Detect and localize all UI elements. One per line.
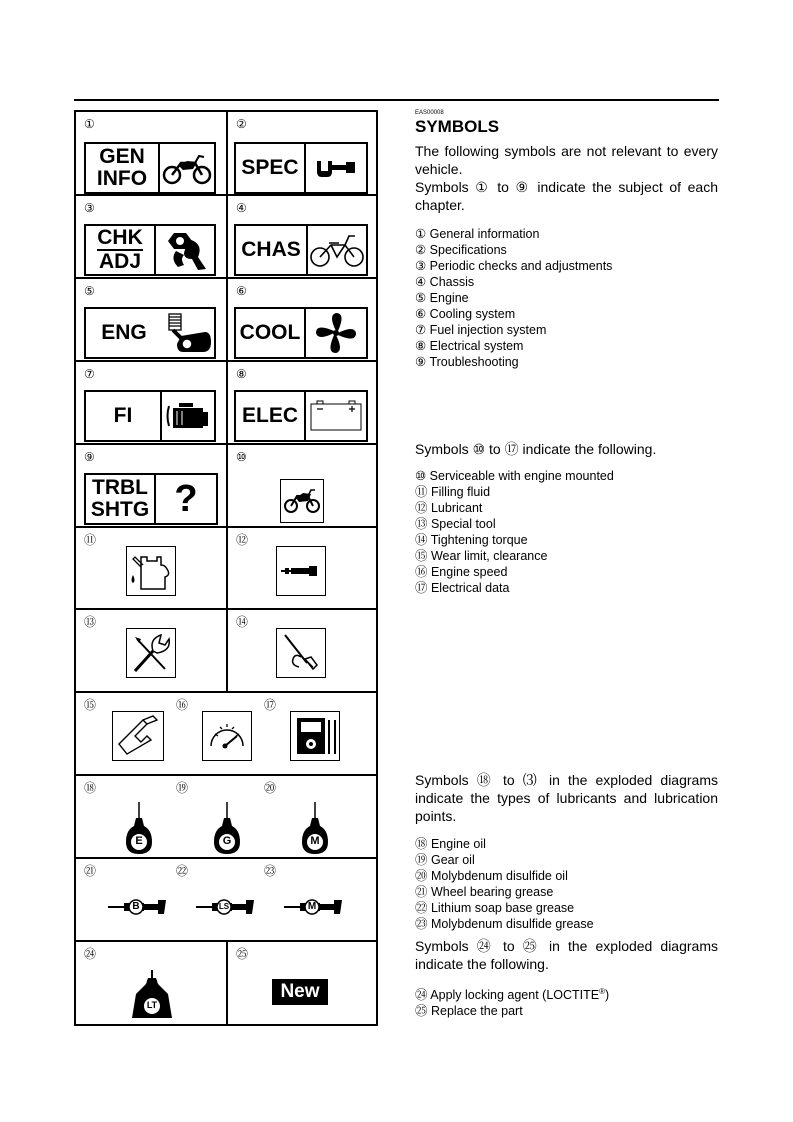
symbol-cell-3 [76,196,228,277]
document-code: EAS00008 [415,110,444,116]
symbol-row [76,693,376,776]
list-item: ㉒ Lithium soap base grease [415,901,575,915]
symbol-cell-5 [76,279,228,360]
list-item: ⑦ Fuel injection system [415,323,547,337]
engine-mounted-icon [280,479,324,523]
list-item-text: ) [605,988,610,1003]
list-item: ⑮ Wear limit, clearance [415,549,548,563]
symbol-number: ⑭ [236,615,249,629]
symbol-number: ⑮ [84,698,97,712]
symbol-number: ③ [84,201,95,215]
symbol-cell-10 [228,445,376,526]
torque-wrench-icon [276,628,326,678]
symbol-label: ENG [101,321,147,344]
intro-text: The following symbols are not relevant to every vehicle. [415,143,718,177]
symbol-cell-18-20 [76,776,376,857]
symbol-table [74,110,378,1026]
symbol-row [76,859,376,942]
chassis-frame-icon [308,226,366,274]
list-item-text: ㉔ Apply locking agent (LOCTITE [415,988,600,1003]
symbol-row [76,112,376,196]
symbol-label: SPEC [241,156,299,179]
question-mark-icon: ? [174,477,198,520]
symbol-cell-25 [228,942,376,1024]
following-intro: Symbols ⑩ to ⑰ indicate the following. [415,441,657,457]
wrench-nut-icon [156,226,214,274]
page-title: SYMBOLS [415,117,500,136]
chapters-intro-text: Symbols ① to ⑨ indicate the subject of each chapter. [415,179,718,213]
symbol-label: COOL [239,321,301,344]
list-item: ⑬ Special tool [415,517,496,531]
symbol-number: ㉓ [264,864,277,878]
symbol-number: ⑫ [236,533,249,547]
symbol-row [76,362,376,445]
symbol-cell-15-17 [76,693,376,774]
final-intro: Symbols ㉔ to ㉕ in the exploded diagrams indicate the following. [415,938,718,972]
list-item: ⑧ Electrical system [415,339,524,353]
symbol-cell-11 [76,528,228,608]
list-item: ㉕ Replace the part [415,1004,523,1019]
symbol-label: CHK [97,226,143,249]
symbol-label: ELEC [241,404,298,427]
symbol-number: ① [84,117,95,131]
list-item [415,984,718,1003]
symbol-label: GEN [99,145,145,168]
locking-agent-label: LT [146,1000,158,1010]
symbol-number: ⑥ [236,284,247,298]
tachometer-icon [202,711,252,761]
symbol-label: SHTG [90,498,150,521]
symbol-row [76,610,376,693]
symbol-number: ⑳ [264,781,277,795]
symbol-cell-2 [228,112,376,194]
locking-agent-icon [128,968,176,1020]
symbol-cell-13 [76,610,228,691]
symbol-label: CHAS [241,238,301,261]
symbol-number: ⑯ [176,698,189,712]
symbol-number: ⑦ [84,367,95,381]
symbol-label: FI [113,404,133,427]
grease-gun-icon [276,546,326,596]
final-list [415,984,718,1019]
symbol-cell-7 [76,362,228,443]
symbol-number: ⑪ [84,533,97,547]
symbol-number: ⑱ [84,781,97,795]
symbol-cell-14 [228,610,376,691]
list-item: ⑫ Lubricant [415,501,483,515]
moly-grease-icon [282,897,346,917]
intro-paragraph [415,142,718,214]
grease-type-label: M [307,901,317,912]
list-item: ⑤ Engine [415,291,469,305]
fi-symbol [84,390,216,442]
symbol-number: ㉑ [84,864,97,878]
oil-type-label: E [135,835,143,847]
chapter-list [415,226,718,370]
gen-info-symbol [84,142,216,194]
symbol-number: ⑰ [264,698,277,712]
symbol-number: ⑨ [84,450,95,464]
list-item: ④ Chassis [415,275,475,289]
chk-adj-symbol [84,224,216,276]
symbol-number: ㉕ [236,947,249,961]
symbol-label: TRBL [92,476,148,499]
grease-type-label: B [132,901,140,912]
lubricant-list [415,836,718,932]
lithium-grease-icon [194,897,258,917]
symbol-number: ⑩ [236,450,247,464]
lubricant-intro: Symbols ⑱ to ⑶ in the exploded diagrams indicate the types of lubricants and lubrication points. [415,772,718,824]
symbol-cell-9 [76,445,228,526]
symbol-cell-1 [76,112,228,194]
symbol-number: ④ [236,201,247,215]
new-part-badge: New [272,979,328,1005]
oil-type-label: G [222,835,232,847]
top-rule [74,99,719,101]
list-item: ⑩ Serviceable with engine mounted [415,469,614,483]
list-item: ⑲ Gear oil [415,853,475,867]
engine-block-icon [162,392,214,440]
list-item: ⑱ Engine oil [415,837,486,851]
moly-oil-icon [298,800,332,856]
symbol-row [76,776,376,859]
list-item: ③ Periodic checks and adjustments [415,259,613,273]
grease-type-label: LS [218,902,230,911]
spec-symbol [234,142,368,194]
oil-can-icon [126,546,176,596]
symbol-number: ⑬ [84,615,97,629]
list-item: ⑯ Engine speed [415,565,508,579]
motorcycle-icon [160,144,214,192]
following-list [415,468,718,596]
symbol-cell-24 [76,942,228,1024]
list-item: ㉓ Molybdenum disulfide grease [415,917,594,931]
symbol-row [76,445,376,528]
symbol-row [76,279,376,362]
symbol-cell-8 [228,362,376,443]
list-item: ① General information [415,227,540,241]
list-item: ⑪ Filling fluid [415,485,491,499]
multimeter-icon [290,711,340,761]
symbol-label: INFO [96,167,148,190]
symbol-cell-6 [228,279,376,360]
cool-symbol [234,307,368,359]
special-tool-icon [126,628,176,678]
symbol-cell-21-23 [76,859,376,940]
symbol-cell-4 [228,196,376,277]
eng-symbol [84,307,216,359]
caliper-icon [112,711,164,761]
list-item: ⑥ Cooling system [415,307,516,321]
list-item: ㉑ Wheel bearing grease [415,885,554,899]
registered-mark: ® [599,987,606,996]
symbol-number: ㉒ [176,864,189,878]
list-item: ⑰ Electrical data [415,581,510,595]
symbol-number: ⑲ [176,781,189,795]
list-item: ⑳ Molybdenum disulfide oil [415,869,568,883]
fan-icon [306,309,366,357]
list-item: ⑨ Troubleshooting [415,355,519,369]
battery-icon [306,392,366,440]
symbol-row [76,196,376,279]
symbol-number: ⑧ [236,367,247,381]
engine-piston-icon [162,309,214,357]
engine-oil-icon [122,800,156,856]
list-item: ② Specifications [415,243,507,257]
spec-tool-icon [306,144,366,192]
symbol-number: ⑤ [84,284,95,298]
oil-type-label: M [310,835,320,847]
elec-symbol [234,390,368,442]
wheel-bearing-grease-icon [106,897,170,917]
symbol-cell-12 [228,528,376,608]
list-item: ⑭ Tightening torque [415,533,528,547]
gear-oil-icon [210,800,244,856]
symbol-row [76,528,376,610]
symbol-number: ② [236,117,247,131]
chas-symbol [234,224,368,276]
symbol-row [76,942,376,1024]
trbl-shtg-symbol [84,473,218,525]
symbol-number: ㉔ [84,947,97,961]
symbol-label: ADJ [98,250,141,273]
